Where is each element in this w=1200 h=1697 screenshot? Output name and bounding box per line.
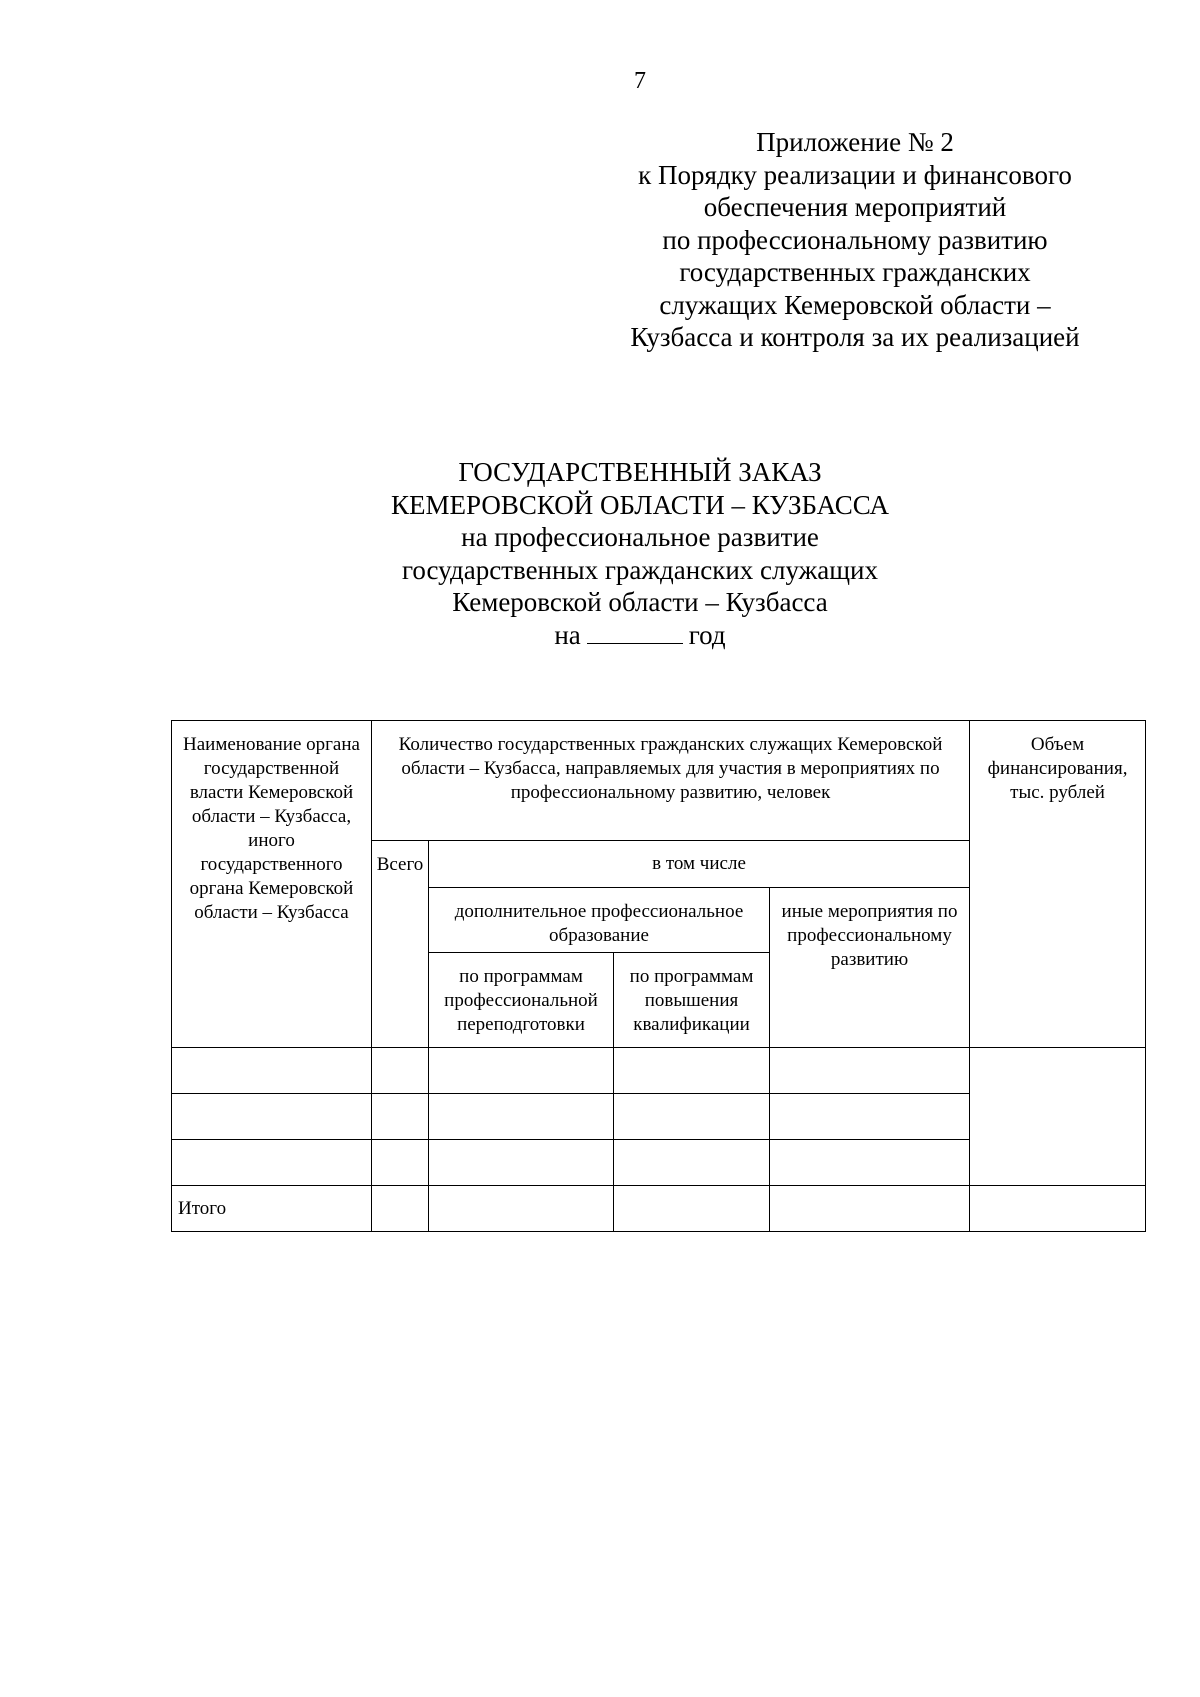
title-line: Кемеровской области – Кузбасса	[452, 587, 828, 617]
header-retraining: по программам профессиональной переподготовки	[429, 953, 614, 1048]
table-cell[interactable]	[614, 1186, 770, 1232]
appendix-line: обеспечения мероприятий	[703, 192, 1007, 222]
header-additional-education: дополнительное профессиональное образование	[429, 888, 770, 953]
total-row	[172, 1186, 1146, 1232]
funding-merged-cell[interactable]	[970, 1048, 1146, 1186]
table-cell[interactable]	[614, 1094, 770, 1140]
year-prefix: на	[554, 619, 581, 650]
table-cell[interactable]	[372, 1140, 429, 1186]
table-cell[interactable]	[172, 1140, 372, 1186]
header-total: Всего	[372, 841, 429, 1048]
table-cell[interactable]	[614, 1048, 770, 1094]
title-year-line	[300, 619, 980, 652]
table-cell[interactable]	[970, 1186, 1146, 1232]
header-including: в том числе	[429, 841, 970, 888]
title-line: государственных гражданских служащих	[401, 554, 879, 585]
header-funding-volume: Объем финансирования, тыс. рублей	[970, 721, 1146, 1048]
appendix-line: Приложение № 2	[756, 127, 954, 157]
header-employee-count: Количество государственных гражданских служащих Кемеровской области – Кузбасса, направляемых для участия в мероприятиях по профессиональному развитию, человек	[372, 721, 970, 841]
appendix-line: государственных гражданских	[679, 257, 1031, 287]
table-row	[172, 1048, 1146, 1094]
document-title	[300, 456, 980, 651]
table-cell[interactable]	[172, 1048, 372, 1094]
order-table	[171, 720, 1146, 1232]
header-qualification: по программам повышения квалификации	[614, 953, 770, 1048]
header-other-events: иные мероприятия по профессиональному развитию	[770, 888, 970, 1048]
table-cell[interactable]	[429, 1094, 614, 1140]
appendix-header	[615, 126, 1095, 354]
title-line: ГОСУДАРСТВЕННЫЙ ЗАКАЗ	[458, 457, 822, 487]
table-cell[interactable]	[770, 1094, 970, 1140]
table-cell[interactable]	[614, 1140, 770, 1186]
table-cell[interactable]	[172, 1094, 372, 1140]
year-suffix: год	[688, 619, 726, 650]
table-cell[interactable]	[770, 1140, 970, 1186]
title-line: на профессиональное развитие	[461, 522, 819, 552]
appendix-line: Кузбасса и контроля за их реализацией	[630, 322, 1080, 352]
appendix-line: к Порядку реализации и финансового	[638, 159, 1072, 190]
table-cell[interactable]	[770, 1048, 970, 1094]
table-cell[interactable]	[770, 1186, 970, 1232]
header-organ-name: Наименование органа государственной власти Кемеровской области – Кузбасса, иного государственного органа Кемеровской области – Кузбасса	[172, 721, 372, 1048]
table-cell[interactable]	[429, 1048, 614, 1094]
table-cell[interactable]	[429, 1186, 614, 1232]
page-number: 7	[634, 68, 646, 94]
title-line: КЕМЕРОВСКОЙ ОБЛАСТИ – КУЗБАССА	[391, 489, 889, 520]
year-blank-field[interactable]	[587, 619, 683, 644]
total-row-label: Итого	[172, 1186, 372, 1232]
table-cell[interactable]	[372, 1186, 429, 1232]
table-cell[interactable]	[372, 1048, 429, 1094]
table-cell[interactable]	[372, 1094, 429, 1140]
appendix-line: служащих Кемеровской области –	[659, 289, 1051, 320]
appendix-line: по профессиональному развитию	[662, 224, 1048, 255]
table-cell[interactable]	[429, 1140, 614, 1186]
